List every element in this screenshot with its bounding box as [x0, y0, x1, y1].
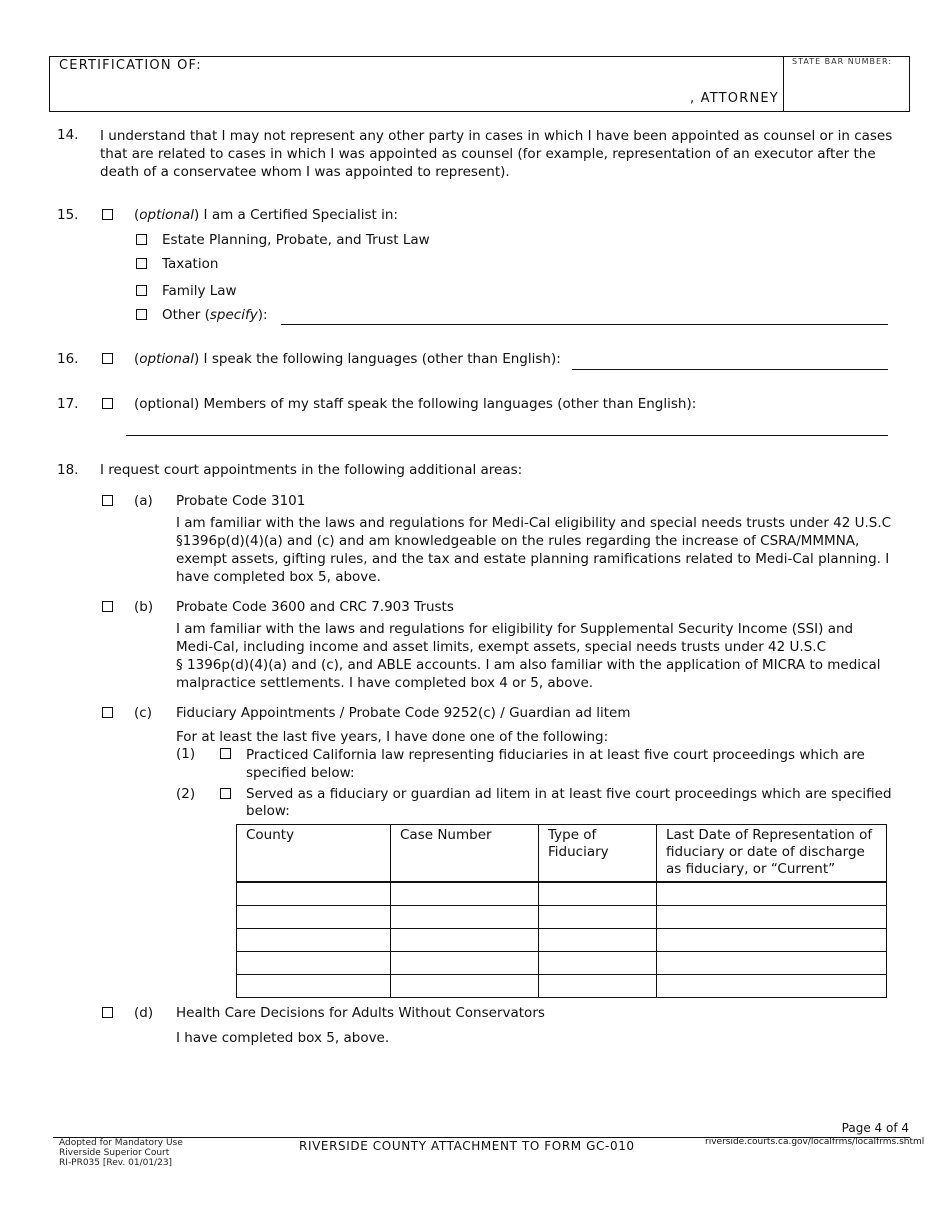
area-c-option-2-checkbox[interactable]: [220, 788, 231, 799]
item-14-line: I understand that I may not represent any other party in cases in which I have been appointed as counsel or in cases: [100, 128, 893, 144]
table-cell[interactable]: [657, 974, 887, 997]
footer-left-line: Riverside Superior Court: [59, 1148, 170, 1158]
area-b-checkbox[interactable]: [102, 601, 113, 612]
table-cell[interactable]: [391, 951, 539, 974]
area-c-option-2-text: [246, 786, 916, 820]
table-cell[interactable]: [237, 974, 391, 997]
specialist-other-checkbox[interactable]: [136, 309, 147, 320]
item-14-text: [100, 127, 920, 181]
item-16-label: (optional) I speak the following languages (other than English):: [134, 351, 561, 367]
table-cell[interactable]: [657, 928, 887, 951]
table-cell[interactable]: [237, 951, 391, 974]
other-label-start: Other (: [162, 307, 210, 323]
item-18-number: 18.: [57, 462, 79, 478]
specialist-family-checkbox[interactable]: [136, 285, 147, 296]
table-cell[interactable]: [539, 905, 657, 928]
area-c-intro: For at least the last five years, I have done one of the following:: [176, 729, 609, 745]
table-cell[interactable]: [391, 974, 539, 997]
table-row: [237, 951, 887, 974]
table-cell[interactable]: [391, 905, 539, 928]
area-b-letter: (b): [134, 599, 154, 615]
item-16-number: 16.: [57, 351, 79, 367]
other-label-end: ):: [257, 307, 268, 323]
item-14-line: death of a conservatee whom I was appointed to represent).: [100, 164, 510, 180]
item-16-label-rest: ) I speak the following languages (other than English):: [194, 351, 561, 367]
option-1-line: specified below:: [246, 765, 355, 781]
table-row: [237, 974, 887, 997]
optional-italic: optional: [139, 351, 194, 367]
item-17-label: (optional) Members of my staff speak the following languages (other than English):: [134, 396, 697, 412]
table-cell[interactable]: [539, 928, 657, 951]
area-b-title: Probate Code 3600 and CRC 7.903 Trusts: [176, 599, 454, 615]
table-cell[interactable]: [391, 882, 539, 906]
table-row: [237, 928, 887, 951]
area-c-checkbox[interactable]: [102, 707, 113, 718]
option-1-line: Practiced California law representing fiduciaries in at least five court proceedings which are: [246, 747, 865, 763]
specialist-other-label: [162, 307, 268, 323]
area-d-title: Health Care Decisions for Adults Without Conservators: [176, 1005, 545, 1021]
area-d-checkbox[interactable]: [102, 1007, 113, 1018]
footer-form-title: RIVERSIDE COUNTY ATTACHMENT TO FORM GC-010: [299, 1139, 635, 1153]
area-a-checkbox[interactable]: [102, 495, 113, 506]
specialist-taxation-checkbox[interactable]: [136, 258, 147, 269]
table-cell[interactable]: [237, 928, 391, 951]
area-b-line: § 1396p(d)(4)(a) and (c), and ABLE accounts. I am also familiar with the application of MICRA to medical: [176, 657, 881, 673]
item-15-label: (optional) I am a Certified Specialist in:: [134, 207, 398, 223]
table-cell[interactable]: [539, 882, 657, 906]
other-specify-italic: specify: [209, 307, 258, 323]
table-cell[interactable]: [237, 882, 391, 906]
column-header-case-number: Case Number: [391, 825, 539, 882]
table-row: [237, 882, 887, 906]
table-row: [237, 905, 887, 928]
staff-languages-input-line[interactable]: [126, 435, 888, 436]
column-header-last-date: Last Date of Representation of fiduciary or date of discharge as fiduciary, or “Current”: [657, 825, 887, 882]
area-b-line: Medi-Cal, including income and asset limits, exempt assets, special needs trusts under 42 U.S.C: [176, 639, 826, 655]
area-c-letter: (c): [134, 705, 152, 721]
area-a-line: §1396p(d)(4)(a) and (c) and am knowledgeable on the rules regarding the increase of CSRA/MMMNA,: [176, 533, 860, 549]
item-15-label-rest: ) I am a Certified Specialist in:: [194, 207, 398, 223]
item-17-checkbox[interactable]: [102, 398, 113, 409]
state-bar-label: STATE BAR NUMBER:: [792, 57, 893, 66]
footer-adoption-notice: [59, 1138, 183, 1168]
area-a-letter: (a): [134, 493, 153, 509]
footer-left-line: RI-PR035 [Rev. 01/01/23]: [59, 1158, 173, 1168]
languages-input-line[interactable]: [572, 369, 888, 370]
specialist-other-input-line[interactable]: [281, 324, 888, 325]
area-c-option-1-checkbox[interactable]: [220, 748, 231, 759]
table-cell[interactable]: [237, 905, 391, 928]
option-2-line: below:: [246, 803, 290, 819]
item-14-line: that are related to cases in which I was appointed as counsel (for example, representation of an executor after the: [100, 146, 876, 162]
certification-header-box: [49, 56, 910, 112]
area-b-text: [176, 620, 916, 692]
table-cell[interactable]: [657, 905, 887, 928]
column-header-fiduciary-type: Type of Fiduciary: [539, 825, 657, 882]
area-d-letter: (d): [134, 1005, 154, 1021]
option-2-line: Served as a fiduciary or guardian ad litem in at least five court proceedings which are specified: [246, 786, 892, 802]
item-18-intro: I request court appointments in the following additional areas:: [100, 462, 523, 478]
table-cell[interactable]: [539, 951, 657, 974]
table-cell[interactable]: [657, 882, 887, 906]
table-cell[interactable]: [391, 928, 539, 951]
item-16-checkbox[interactable]: [102, 353, 113, 364]
footer-url[interactable]: riverside.courts.ca.gov/localfrms/localfrms.shtml: [705, 1137, 925, 1147]
area-a-title: Probate Code 3101: [176, 493, 306, 509]
optional-italic: optional: [139, 207, 194, 223]
area-c-title: Fiduciary Appointments / Probate Code 9252(c) / Guardian ad litem: [176, 705, 631, 721]
item-15-checkbox[interactable]: [102, 209, 113, 220]
area-c-option-1-number: (1): [176, 746, 196, 762]
area-b-line: I am familiar with the laws and regulations for eligibility for Supplemental Security Income (SSI) and: [176, 621, 854, 637]
specialist-family-label: Family Law: [162, 283, 237, 299]
certification-label: CERTIFICATION OF:: [59, 58, 202, 73]
table-cell[interactable]: [539, 974, 657, 997]
footer-left-line: Adopted for Mandatory Use: [59, 1138, 183, 1148]
area-c-option-1-text: [246, 746, 916, 782]
area-b-line: malpractice settlements. I have completed box 4 or 5, above.: [176, 675, 594, 691]
area-a-line: exempt assets, gifting rules, and the tax and estate planning ramifications related to Medi-Cal planning. I: [176, 551, 890, 567]
header-divider: [783, 57, 784, 111]
item-15-number: 15.: [57, 207, 79, 223]
page-number: Page 4 of 4: [841, 1121, 909, 1135]
item-14-number: 14.: [57, 127, 79, 143]
area-a-text: [176, 514, 916, 586]
column-header-county: County: [237, 825, 391, 882]
area-c-option-2-number: (2): [176, 786, 196, 802]
attorney-label: , ATTORNEY: [690, 91, 779, 106]
area-a-line: I am familiar with the laws and regulations for Medi-Cal eligibility and special needs trusts under 42 U.S.C: [176, 515, 892, 531]
item-17-number: 17.: [57, 396, 79, 412]
area-a-line: have completed box 5, above.: [176, 569, 381, 585]
specialist-estate-label: Estate Planning, Probate, and Trust Law: [162, 232, 430, 248]
table-cell[interactable]: [657, 951, 887, 974]
specialist-taxation-label: Taxation: [162, 256, 219, 272]
area-d-text: I have completed box 5, above.: [176, 1030, 390, 1046]
fiduciary-proceedings-table: [236, 824, 887, 998]
table-header-row: [237, 825, 887, 882]
specialist-estate-checkbox[interactable]: [136, 234, 147, 245]
